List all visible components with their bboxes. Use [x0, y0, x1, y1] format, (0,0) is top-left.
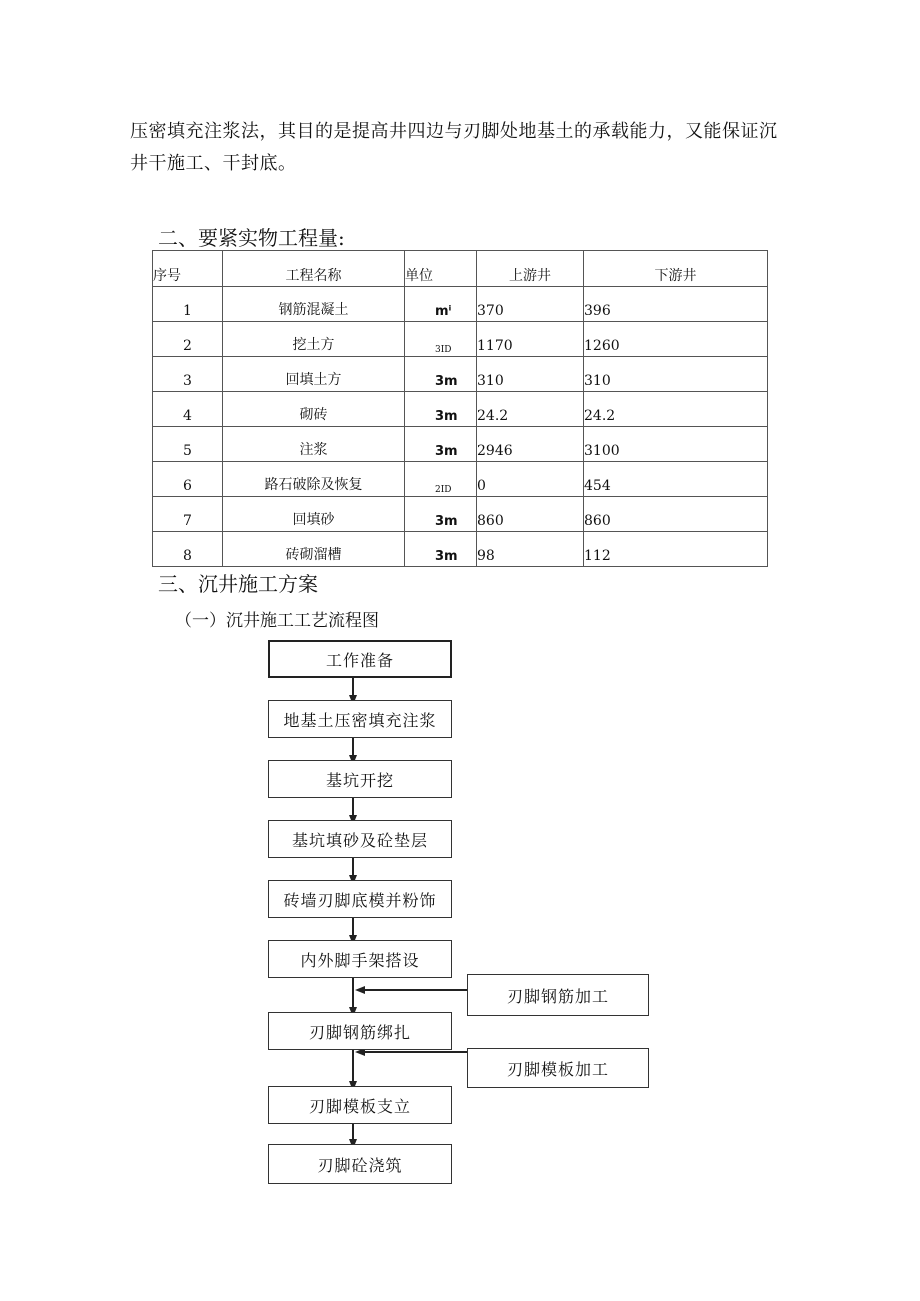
cell-no: 6 [153, 462, 223, 497]
cell-no: 3 [153, 357, 223, 392]
cell-no: 8 [153, 532, 223, 567]
cell-no: 7 [153, 497, 223, 532]
intro-paragraph: 压密填充注浆法，其目的是提高井四边与刃脚处地基土的承载能力，又能保证沉井干施工、干封底。 [130, 121, 778, 174]
header-no: 序号 [153, 251, 223, 287]
cell-downstream: 310 [584, 357, 768, 392]
cell-downstream: 3100 [584, 427, 768, 462]
cell-no: 5 [153, 427, 223, 462]
flow-step-rebar-binding: 刃脚钢筋绑扎 [268, 1012, 452, 1050]
header-name: 工程名称 [223, 251, 405, 287]
cell-upstream: 1170 [477, 322, 584, 357]
flow-step-pouring: 刃脚砼浇筑 [268, 1144, 452, 1184]
cell-name: 注浆 [223, 427, 405, 462]
cell-downstream: 24.2 [584, 392, 768, 427]
section-heading-construction: 三、沉井施工方案 [158, 572, 318, 596]
cell-unit: 3m [435, 374, 458, 389]
flow-side-rebar-processing: 刃脚钢筋加工 [467, 974, 649, 1016]
cell-name: 回填土方 [223, 357, 405, 392]
cell-no: 2 [153, 322, 223, 357]
cell-name: 钢筋混凝土 [223, 287, 405, 322]
cell-upstream: 24.2 [477, 392, 584, 427]
header-downstream: 下游井 [584, 251, 768, 287]
flow-step-scaffolding: 内外脚手架搭设 [268, 940, 452, 978]
cell-upstream: 370 [477, 287, 584, 322]
cell-name: 砌砖 [223, 392, 405, 427]
cell-name: 挖土方 [223, 322, 405, 357]
flow-step-grouting: 地基土压密填充注浆 [268, 700, 452, 738]
cell-unit: 3m [435, 444, 458, 459]
cell-no: 4 [153, 392, 223, 427]
cell-unit: mⁱ [435, 304, 452, 319]
flow-step-formwork: 刃脚模板支立 [268, 1086, 452, 1124]
cell-upstream: 98 [477, 532, 584, 567]
cell-downstream: 1260 [584, 322, 768, 357]
cell-downstream: 454 [584, 462, 768, 497]
cell-unit: 2ID [435, 485, 452, 495]
cell-downstream: 396 [584, 287, 768, 322]
cell-upstream: 2946 [477, 427, 584, 462]
flow-step-preparation: 工作准备 [268, 640, 452, 678]
cell-name: 路石破除及恢复 [223, 462, 405, 497]
cell-unit: 3m [435, 514, 458, 529]
flow-step-excavation: 基坑开挖 [268, 760, 452, 798]
cell-downstream: 860 [584, 497, 768, 532]
flow-step-brick-form: 砖墙刃脚底模并粉饰 [268, 880, 452, 918]
header-upstream: 上游井 [477, 251, 584, 287]
flow-step-sand-fill: 基坑填砂及砼垫层 [268, 820, 452, 858]
cell-unit: 3m [435, 549, 458, 564]
section-heading-quantities: 二、要紧实物工程量: [158, 226, 345, 250]
header-unit: 单位 [405, 251, 477, 287]
cell-upstream: 860 [477, 497, 584, 532]
cell-no: 1 [153, 287, 223, 322]
cell-upstream: 310 [477, 357, 584, 392]
subsection-heading-flowchart: （一）沉井施工工艺流程图 [175, 611, 379, 631]
cell-name: 砖砌溜槽 [223, 532, 405, 567]
cell-upstream: 0 [477, 462, 584, 497]
flow-side-formwork-processing: 刃脚模板加工 [467, 1048, 649, 1088]
cell-unit: 3m [435, 409, 458, 424]
cell-unit: 3ID [435, 345, 452, 355]
cell-name: 回填砂 [223, 497, 405, 532]
cell-downstream: 112 [584, 532, 768, 567]
